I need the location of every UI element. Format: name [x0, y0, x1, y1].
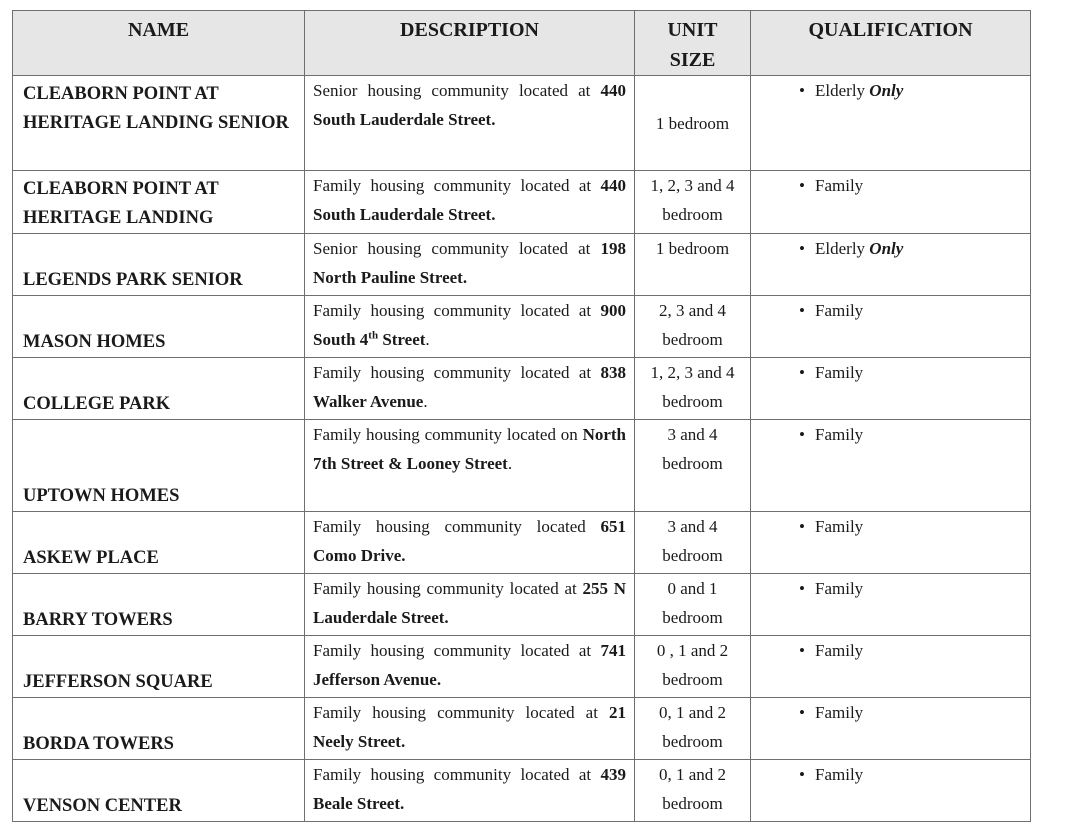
cell-description: [305, 296, 635, 358]
qualification-emphasis: Only: [869, 81, 904, 100]
table-row: [13, 76, 1031, 171]
desc-prefix: Family housing community located at: [313, 579, 577, 598]
cell-description: [305, 698, 635, 760]
bullet-icon: •: [799, 176, 805, 195]
desc-prefix: Senior housing community located at: [313, 81, 591, 100]
header-unit-size-line2: SIZE: [669, 49, 716, 71]
qualification-text: Family: [815, 517, 864, 536]
cell-unit-size: 0, 1 and 2 bedroom: [635, 698, 751, 760]
table-row: [13, 512, 1031, 574]
cell-name: MASON HOMES: [13, 296, 305, 358]
housing-table: [12, 10, 1031, 822]
cell-unit-size: 1 bedroom: [635, 76, 751, 171]
cell-unit-size: 0 and 1 bedroom: [635, 574, 751, 636]
qualification-text: Family: [815, 363, 864, 382]
cell-name: BORDA TOWERS: [13, 698, 305, 760]
cell-name: CLEABORN POINT AT HERITAGE LANDING: [13, 171, 305, 234]
header-unit-size: [635, 11, 751, 76]
table-row: [13, 636, 1031, 698]
qualification-text: Family: [815, 425, 864, 444]
cell-description: [305, 512, 635, 574]
table-row: [13, 760, 1031, 822]
cell-unit-size: 0 , 1 and 2 bedroom: [635, 636, 751, 698]
cell-description: [305, 76, 635, 171]
cell-name: COLLEGE PARK: [13, 358, 305, 420]
qualification-text: Family: [815, 176, 864, 195]
header-description: DESCRIPTION: [305, 11, 635, 76]
cell-qualification: [751, 296, 1031, 358]
qualification-text: Family: [815, 301, 864, 320]
desc-prefix: Family housing community located at: [313, 641, 592, 660]
desc-prefix: Family housing community located at: [313, 363, 592, 382]
cell-description: [305, 574, 635, 636]
qualification-emphasis: Only: [869, 239, 904, 258]
qualification-text: Elderly: [815, 239, 866, 258]
cell-description: [305, 171, 635, 234]
cell-name: BARRY TOWERS: [13, 574, 305, 636]
desc-address: 439 Beale Street.: [313, 765, 626, 813]
cell-name: LEGENDS PARK SENIOR: [13, 234, 305, 296]
desc-prefix: Family housing community located at: [313, 765, 592, 784]
qualification-text: Family: [815, 703, 864, 722]
table-row: [13, 420, 1031, 512]
cell-qualification: [751, 574, 1031, 636]
bullet-icon: •: [799, 765, 805, 784]
cell-qualification: [751, 760, 1031, 822]
cell-qualification: [751, 420, 1031, 512]
desc-address: 440 South Lauderdale Street.: [313, 176, 626, 224]
qualification-text: Elderly: [815, 81, 866, 100]
header-name: NAME: [13, 11, 305, 76]
desc-address: 741 Jefferson Avenue.: [313, 641, 626, 689]
cell-description: [305, 636, 635, 698]
header-qualification: QUALIFICATION: [751, 11, 1031, 76]
cell-qualification: [751, 171, 1031, 234]
cell-name: UPTOWN HOMES: [13, 420, 305, 512]
cell-unit-size: 3 and 4 bedroom: [635, 512, 751, 574]
qualification-text: Family: [815, 641, 864, 660]
header-row: [13, 11, 1031, 76]
desc-prefix: Senior housing community located at: [313, 239, 591, 258]
table-row: [13, 358, 1031, 420]
cell-name: CLEABORN POINT AT HERITAGE LANDING SENIOR: [13, 76, 305, 171]
cell-description: [305, 358, 635, 420]
cell-unit-size: 1, 2, 3 and 4 bedroom: [635, 171, 751, 234]
desc-prefix: Family housing community located: [313, 517, 586, 536]
cell-unit-size: 1 bedroom: [635, 234, 751, 296]
desc-prefix: Family housing community located at: [313, 176, 592, 195]
desc-address: 255 N Lauderdale Street.: [313, 579, 626, 627]
cell-unit-size: 0, 1 and 2 bedroom: [635, 760, 751, 822]
cell-unit-size: 1, 2, 3 and 4 bedroom: [635, 358, 751, 420]
desc-address: North 7th Street & Looney Street: [313, 425, 627, 473]
desc-prefix: Family housing community located on: [313, 425, 578, 444]
bullet-icon: •: [799, 363, 805, 382]
cell-qualification: [751, 76, 1031, 171]
bullet-icon: •: [799, 703, 805, 722]
desc-address: 651 Como Drive.: [313, 517, 627, 565]
cell-description: [305, 420, 635, 512]
cell-name: ASKEW PLACE: [13, 512, 305, 574]
desc-address: 21 Neely Street.: [313, 703, 626, 751]
qualification-text: Family: [815, 579, 864, 598]
cell-qualification: [751, 358, 1031, 420]
desc-prefix: Family housing community located at: [313, 703, 598, 722]
desc-suffix: .: [425, 330, 430, 349]
cell-qualification: [751, 636, 1031, 698]
cell-qualification: [751, 234, 1031, 296]
bullet-icon: •: [799, 641, 805, 660]
table-row: [13, 296, 1031, 358]
cell-unit-size: 3 and 4 bedroom: [635, 420, 751, 512]
table-row: [13, 234, 1031, 296]
desc-prefix: Family housing community located at: [313, 301, 592, 320]
cell-name: VENSON CENTER: [13, 760, 305, 822]
table-row: [13, 698, 1031, 760]
bullet-icon: •: [799, 239, 805, 258]
desc-suffix: .: [507, 454, 513, 473]
bullet-icon: •: [799, 517, 805, 536]
bullet-icon: •: [799, 425, 805, 444]
desc-address: 900 South 4th Street: [313, 301, 626, 349]
table-row: [13, 171, 1031, 234]
cell-name: JEFFERSON SQUARE: [13, 636, 305, 698]
cell-qualification: [751, 698, 1031, 760]
cell-unit-size: 2, 3 and 4 bedroom: [635, 296, 751, 358]
bullet-icon: •: [799, 579, 805, 598]
header-unit-size-line1: UNIT: [667, 19, 718, 41]
bullet-icon: •: [799, 81, 805, 100]
bullet-icon: •: [799, 301, 805, 320]
qualification-text: Family: [815, 765, 864, 784]
housing-table-container: [12, 10, 1031, 822]
cell-description: [305, 760, 635, 822]
desc-address: 838 Walker Avenue: [313, 363, 626, 411]
table-row: [13, 574, 1031, 636]
desc-address: 440 South Lauderdale Street.: [313, 81, 627, 129]
desc-address: 198 North Pauline Street.: [313, 239, 627, 287]
cell-description: [305, 234, 635, 296]
desc-suffix: .: [423, 392, 428, 411]
cell-qualification: [751, 512, 1031, 574]
